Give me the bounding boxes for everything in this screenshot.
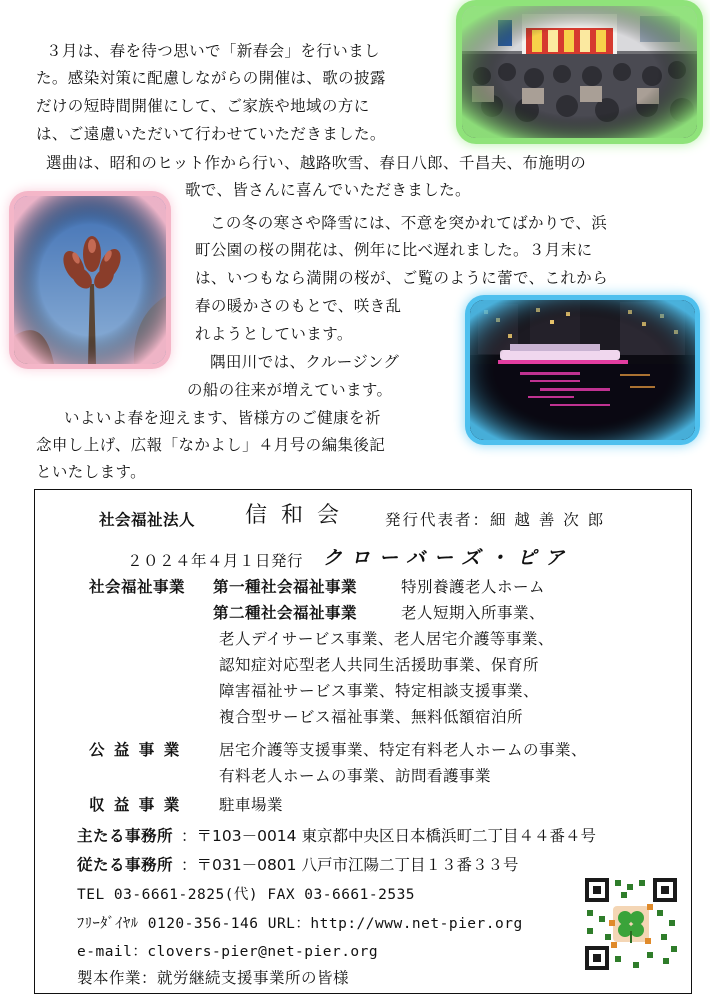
public-benefit-label: 公 益 事 業 bbox=[89, 741, 182, 759]
night-cruise-photo bbox=[470, 300, 695, 440]
sakura-photo bbox=[14, 196, 166, 364]
article-line-14: いよいよ春を迎えます、皆様方のご健康を祈 bbox=[64, 409, 381, 427]
email-address[interactable]: e-mail：clovers-pier@net-pier.org bbox=[77, 944, 379, 960]
type2-service-line: 老人短期入所事業、 bbox=[401, 604, 546, 622]
org-name: 信和会 bbox=[245, 503, 354, 528]
main-office-address: ：〒103－0014 東京都中央区日本橋浜町二丁目４４番４号 bbox=[181, 827, 596, 845]
qr-code[interactable] bbox=[583, 876, 679, 972]
org-type: 社会福祉法人 bbox=[99, 511, 196, 529]
revenue-services: 駐車場業 bbox=[219, 796, 284, 814]
tel-fax: TEL 03-6661-2825(代) FAX 03-6661-2535 bbox=[77, 887, 416, 903]
type2-service-line: 認知症対応型老人共同生活援助事業、保育所 bbox=[219, 656, 540, 674]
type2-service-line: 老人デイサービス事業、老人居宅介護等事業、 bbox=[219, 630, 554, 648]
article-line-1: ３月は、春を待つ思いで「新春会」を行いまし bbox=[46, 42, 380, 60]
type2-service-line: 障害福祉サービス事業、特定相談支援事業、 bbox=[219, 682, 540, 700]
publisher-name: クローバーズ・ピア bbox=[323, 547, 574, 569]
revenue-label: 収 益 事 業 bbox=[89, 796, 182, 814]
type1-label: 第一種社会福祉事業 bbox=[213, 578, 358, 596]
sub-office-address: ：〒031－0801 八戸市江陽二丁目１３番３３号 bbox=[181, 856, 519, 874]
production-credit: 製本作業：就労継続支援事業所の皆様 bbox=[77, 969, 350, 987]
sub-office-label: 従たる事務所 bbox=[77, 856, 174, 874]
type2-service-line: 複合型サービス福祉事業、無料低額宿泊所 bbox=[219, 708, 524, 726]
type2-label: 第二種社会福祉事業 bbox=[213, 604, 358, 622]
article-line-10: 春の暖かさのもとで、咲き乱 bbox=[195, 297, 402, 315]
type1-services: 特別養護老人ホーム bbox=[401, 578, 546, 596]
article-line-7: この冬の寒さや降雪には、不意を突かれてばかりで、浜 bbox=[210, 214, 608, 232]
article-line-4: は、ご遠慮いただいて行わせていただきました。 bbox=[36, 125, 386, 143]
main-office-label: 主たる事務所 bbox=[77, 827, 174, 845]
article-line-3: だけの短時間開催にして、ご家族や地域の方に bbox=[36, 97, 370, 115]
article-line-9: は、いつもなら満開の桜が、ご覧のように蕾で、これから bbox=[195, 269, 609, 287]
article-line-12: 隅田川では、クルージング bbox=[210, 353, 400, 371]
article-line-6: 歌で、皆さんに喜んでいただきました。 bbox=[185, 181, 471, 199]
article-line-11: れようとしています。 bbox=[195, 325, 353, 343]
issue-date: ２０２４年４月１日発行 bbox=[127, 552, 304, 570]
article-line-8: 町公園の桜の開花は、例年に比べ遅れました。３月末に bbox=[195, 241, 593, 259]
public-service-line: 居宅介護等支援事業、特定有料老人ホームの事業、 bbox=[219, 741, 588, 759]
article-line-5: 選曲は、昭和のヒット作から行い、越路吹雪、春日八郎、千昌夫、布施明の bbox=[46, 154, 587, 172]
article-line-15: 念申し上げ、広報「なかよし」４月号の編集後記 bbox=[36, 436, 386, 454]
event-photo bbox=[462, 6, 697, 138]
colophon-box bbox=[34, 489, 692, 994]
article-line-13: の船の往来が増えています。 bbox=[187, 381, 393, 399]
representative: 発行代表者：細 越 善 次 郎 bbox=[385, 511, 606, 529]
freedial-url[interactable]: ﾌﾘｰﾀﾞｲﾔﾙ 0120-356-146 URL：http://www.net-pier.org bbox=[77, 916, 523, 932]
article-line-2: た。感染対策に配慮しながらの開催は、歌の披露 bbox=[36, 69, 386, 87]
article-line-16: といたします。 bbox=[36, 463, 147, 481]
public-service-line: 有料老人ホームの事業、訪問看護事業 bbox=[219, 767, 492, 785]
social-welfare-label: 社会福祉事業 bbox=[89, 578, 186, 596]
